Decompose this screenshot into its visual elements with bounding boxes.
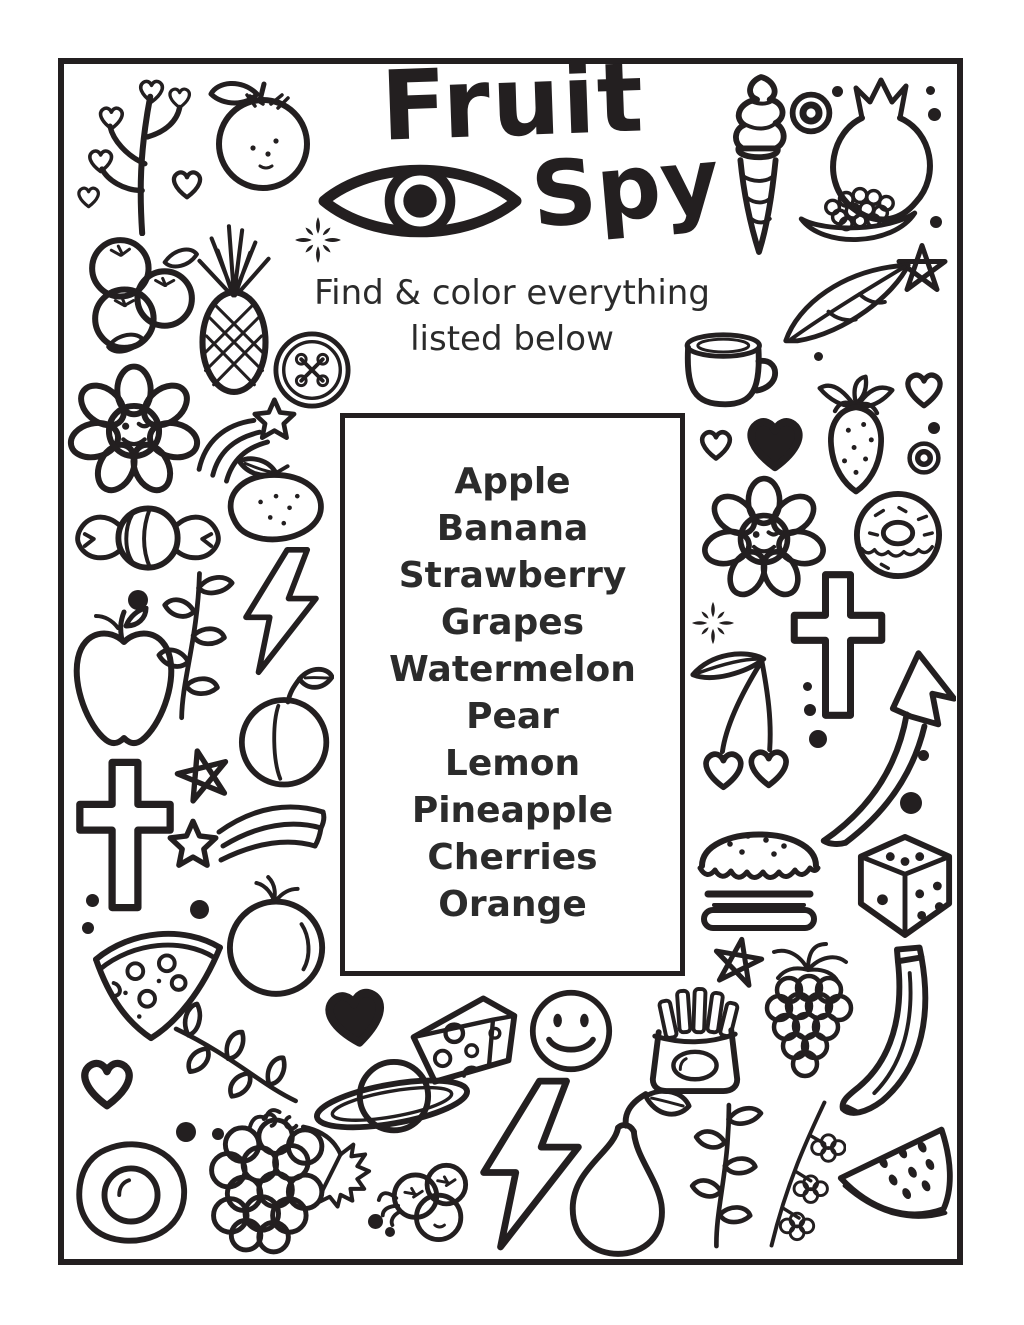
fried-egg-doodle [72, 1138, 192, 1250]
banana-doodle [835, 942, 951, 1134]
sparkle-doodle [293, 215, 343, 265]
berry-sprig-doodle [750, 1096, 846, 1252]
mug-doodle [678, 326, 794, 416]
heart-doodle [698, 424, 734, 466]
plum-doodle [238, 660, 334, 790]
list-item: Grapes [440, 602, 585, 643]
pear-doodle [553, 1086, 693, 1262]
burger-doodle [690, 810, 828, 932]
heart-doodle [170, 168, 204, 201]
dot-doodle [918, 750, 929, 761]
dot-doodle [832, 86, 843, 97]
lemon-doodle [220, 453, 334, 549]
flower-smiley-doodle [60, 360, 208, 502]
cross-doodle [75, 756, 175, 914]
list-item: Pear [466, 696, 559, 737]
dot-doodle [86, 894, 99, 907]
list-item: Orange [438, 884, 587, 925]
eye-icon [316, 150, 524, 252]
list-item: Strawberry [398, 555, 627, 596]
tangerine-doodle [205, 80, 317, 192]
list-item: Banana [436, 508, 589, 549]
dot-doodle [814, 352, 823, 361]
page-title: Fruit [379, 41, 647, 163]
dot-doodle [928, 108, 941, 121]
donut-doodle [848, 490, 948, 580]
french-fries-doodle [643, 983, 747, 1099]
dot-doodle [82, 922, 94, 934]
dot-doodle [212, 1128, 224, 1140]
list-item: Lemon [444, 743, 581, 784]
grapes-doodle [185, 1105, 377, 1255]
arrow-doodle [808, 646, 956, 848]
dot-doodle [809, 730, 827, 748]
sparkle-doodle [690, 600, 736, 646]
bullseye-doodle [906, 440, 942, 476]
dot-doodle [176, 1122, 196, 1142]
feather-doodle [778, 250, 914, 350]
watermelon-doodle [833, 1116, 959, 1244]
dot-doodle [190, 900, 209, 919]
dot-doodle [900, 792, 922, 814]
page-title-2: Spy [527, 128, 724, 249]
list-item: Pineapple [411, 790, 614, 831]
subtitle-line-2: listed below [410, 319, 614, 359]
fruit-list [345, 418, 680, 928]
dot-doodle [926, 86, 935, 95]
dot-doodle [803, 682, 812, 691]
apple-doodle [66, 606, 182, 756]
subtitle-line-1: Find & color everything [314, 273, 710, 313]
dot-doodle [128, 590, 148, 610]
dot-doodle [385, 1227, 395, 1237]
heart-filled-doodle [319, 982, 393, 1055]
smiley-face-doodle [528, 986, 614, 1076]
list-item: Cherries [427, 837, 598, 878]
dot-doodle [804, 704, 816, 716]
cherries-doodle [685, 645, 815, 801]
peach-doodle [225, 868, 331, 1000]
list-item: Apple [454, 461, 571, 502]
list-item: Watermelon [389, 649, 636, 690]
dot-doodle [928, 422, 940, 434]
heart-doodle [78, 1056, 136, 1112]
word-list-box [340, 413, 685, 976]
heart-doodle [903, 370, 945, 410]
dice-doodle [855, 833, 955, 939]
heart-filled-doodle [744, 414, 806, 474]
lightning-bolt-doodle [228, 546, 334, 676]
dot-doodle [930, 216, 942, 228]
dot-doodle [368, 1214, 383, 1229]
